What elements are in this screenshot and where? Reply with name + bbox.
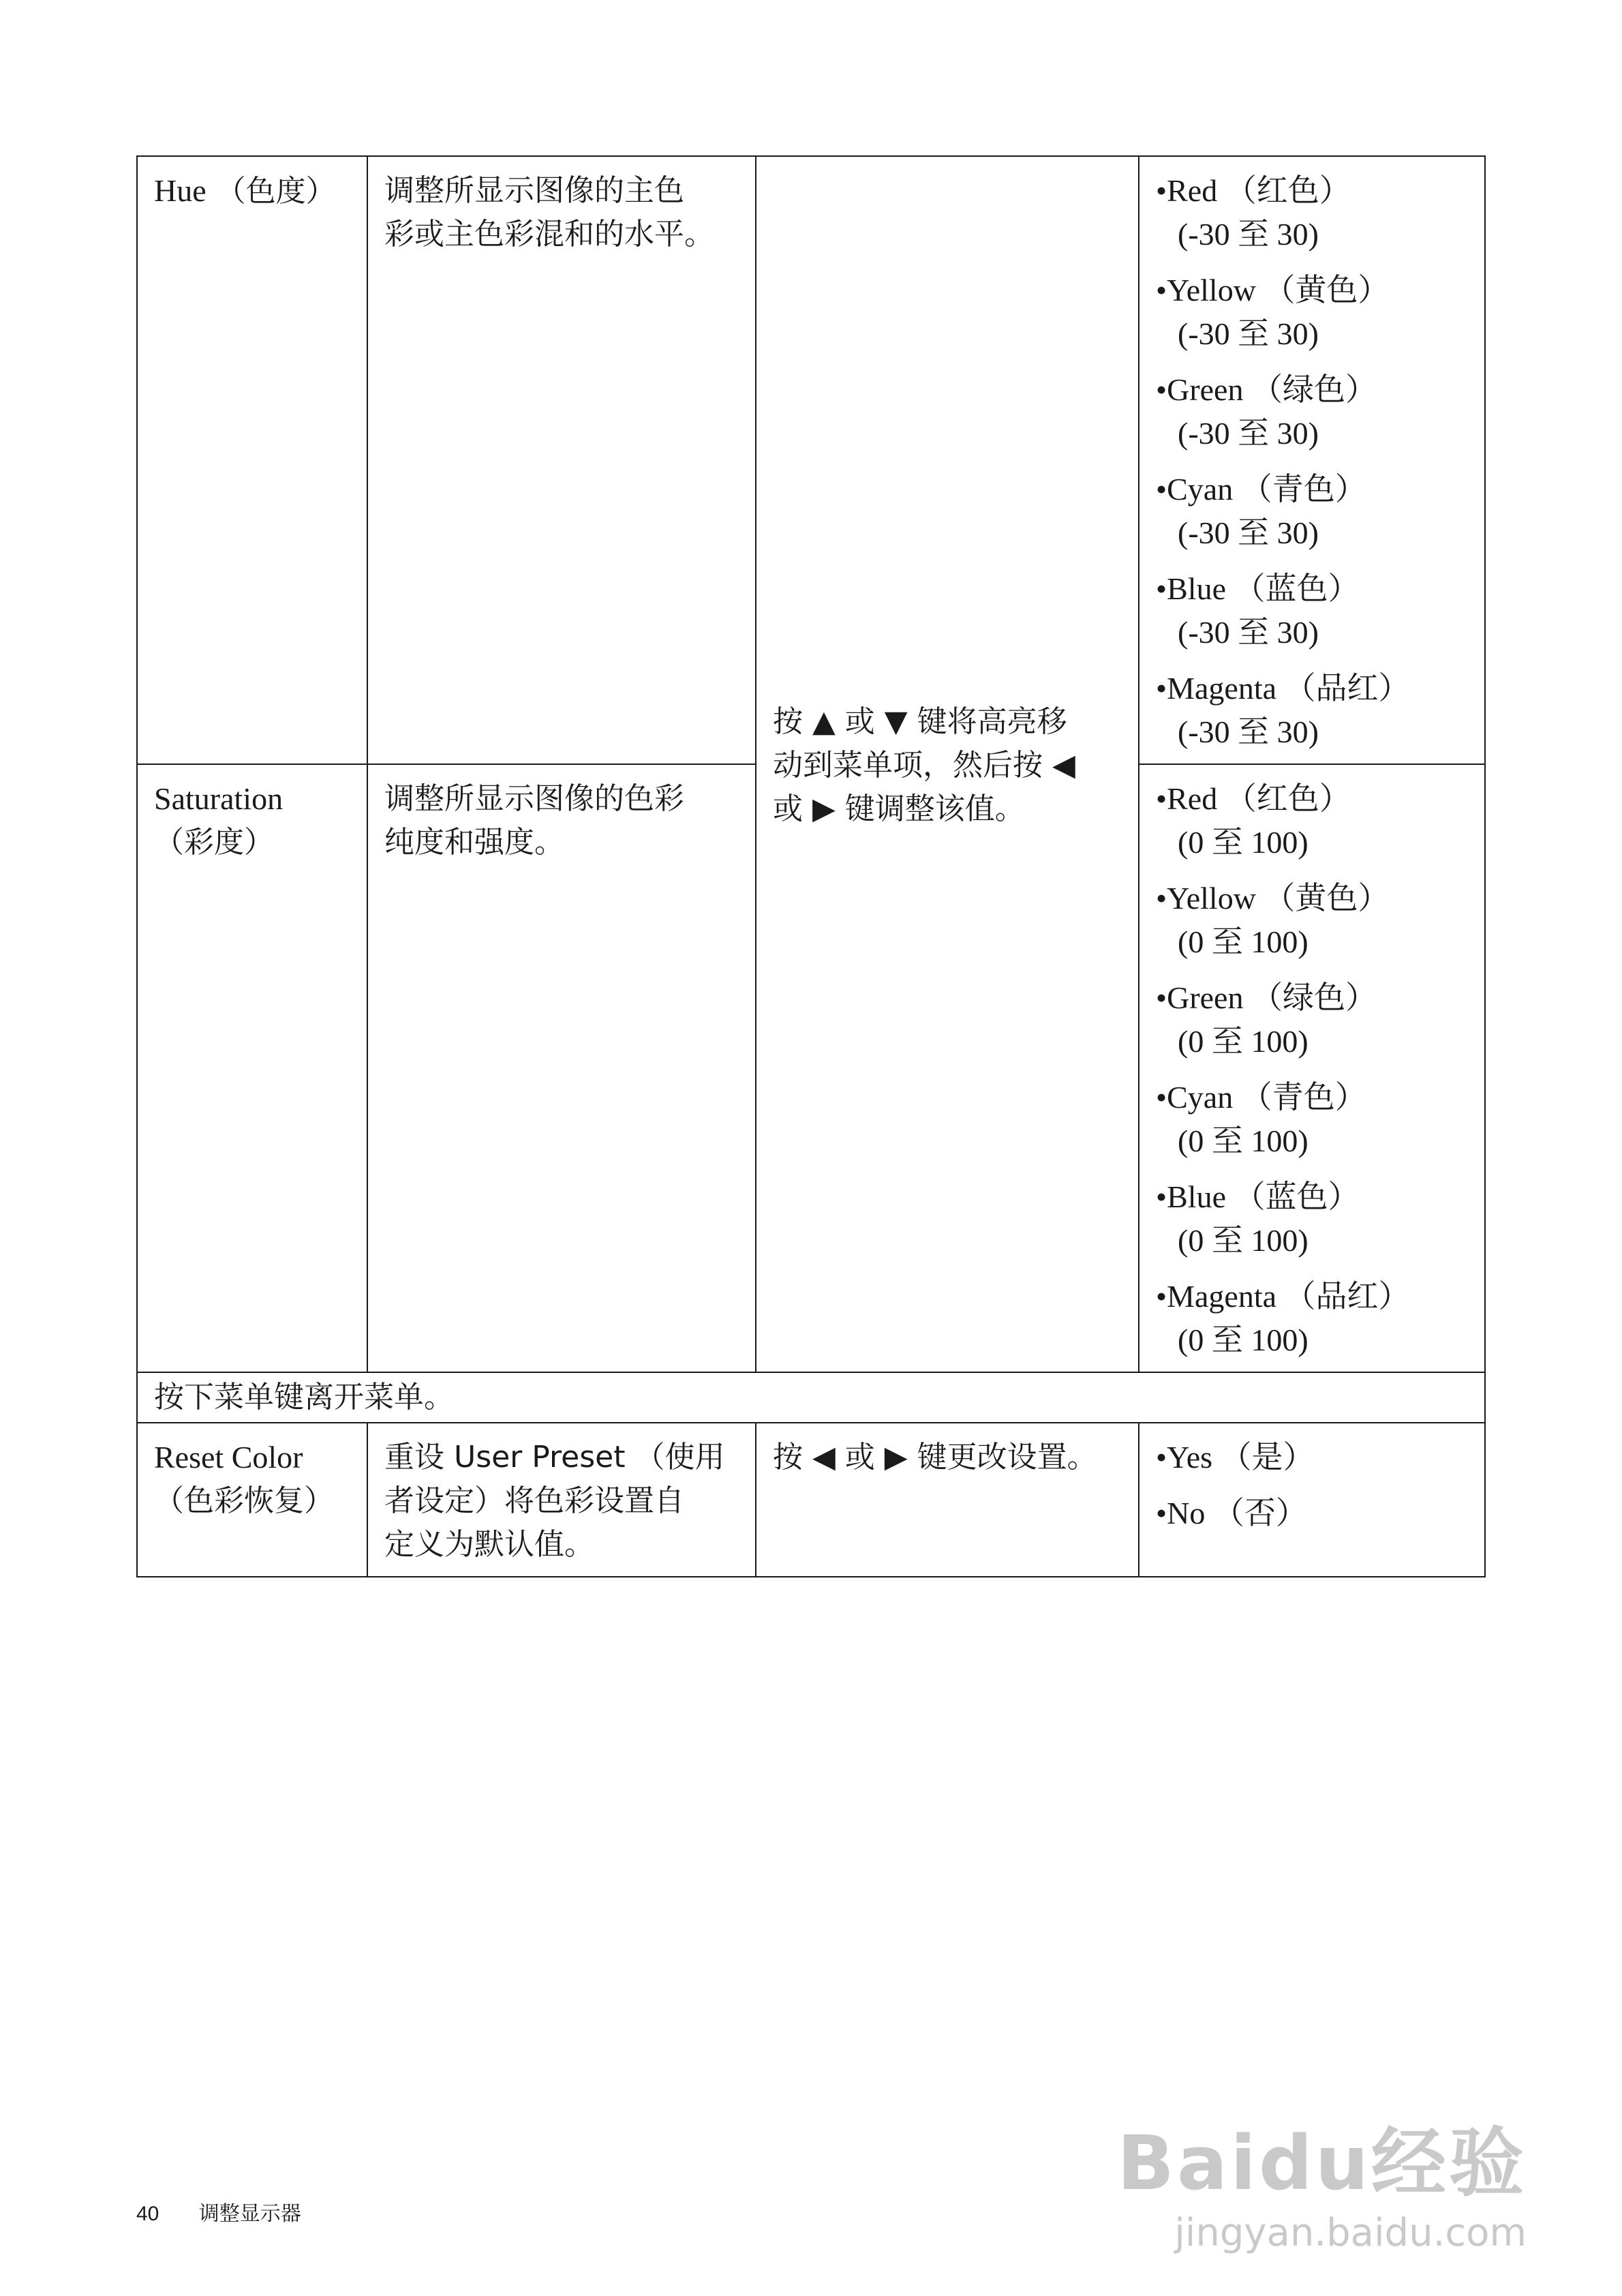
option-label: •Magenta （品红） xyxy=(1156,1279,1410,1314)
hue-name-en: Hue xyxy=(154,173,206,208)
option-range: (0 至 100) xyxy=(1178,1123,1309,1158)
saturation-desc-cell xyxy=(367,764,756,1372)
option-label: •Red （红色） xyxy=(1156,173,1351,208)
table-row-reset xyxy=(137,1423,1485,1577)
option-range: (0 至 100) xyxy=(1178,1223,1309,1258)
hue-name-cell xyxy=(137,156,367,764)
option-label: •Blue （蓝色） xyxy=(1156,571,1360,606)
option-range: (-30 至 30) xyxy=(1178,515,1319,550)
section-title: 调整显示器 xyxy=(198,2203,301,2225)
table-row-exit-note xyxy=(137,1372,1485,1423)
reset-operation-cell: 按 ◀ 或 ▶ 键更改设置。 xyxy=(756,1423,1139,1577)
option-label: •Green （绿色） xyxy=(1156,980,1377,1015)
list-item xyxy=(1156,667,1468,754)
list-item xyxy=(1156,1175,1468,1263)
list-item xyxy=(1156,877,1468,964)
saturation-name-zh: （彩度） xyxy=(154,825,274,860)
list-item xyxy=(1156,468,1468,555)
option-label: •Green （绿色） xyxy=(1156,372,1377,407)
list-item xyxy=(1156,976,1468,1063)
operation-cell xyxy=(756,156,1139,1372)
list-item xyxy=(1156,169,1468,256)
option-label: •Cyan （青色） xyxy=(1156,472,1366,507)
saturation-name-cell xyxy=(137,764,367,1372)
list-item xyxy=(1156,1436,1468,1479)
list-item xyxy=(1156,777,1468,864)
page-number: 40 xyxy=(136,2203,159,2225)
hue-desc-line: 调整所显示图像的主色 xyxy=(384,173,684,208)
option-range: (0 至 100) xyxy=(1178,1024,1309,1059)
option-label: •Yellow （黄色） xyxy=(1156,881,1390,916)
option-range: (-30 至 30) xyxy=(1178,316,1319,351)
hue-desc-line: 彩或主色彩混和的水平。 xyxy=(384,217,714,252)
option-label: •Cyan （青色） xyxy=(1156,1080,1366,1115)
option-range: (-30 至 30) xyxy=(1178,416,1319,451)
list-item xyxy=(1156,1275,1468,1362)
reset-name-zh: （色彩恢复） xyxy=(154,1483,334,1518)
hue-options-cell xyxy=(1139,156,1485,764)
option-label: •Yes （是） xyxy=(1156,1440,1315,1475)
list-item xyxy=(1156,269,1468,356)
saturation-options-cell xyxy=(1139,764,1485,1372)
operation-line: 或 ▶ 键调整该值。 xyxy=(773,791,1025,826)
option-range: (-30 至 30) xyxy=(1178,217,1319,252)
option-range: (0 至 100) xyxy=(1178,825,1309,860)
option-range: (-30 至 30) xyxy=(1178,615,1319,650)
list-item xyxy=(1156,368,1468,455)
option-range: (-30 至 30) xyxy=(1178,714,1319,749)
watermark-logo: Baidu经验 xyxy=(1117,2119,1527,2207)
option-label: •Magenta （品红） xyxy=(1156,671,1410,706)
exit-note: 按下菜单键离开菜单。 xyxy=(137,1372,1485,1423)
option-range: (0 至 100) xyxy=(1178,1323,1309,1357)
list-item xyxy=(1156,1076,1468,1163)
saturation-desc-line: 纯度和强度。 xyxy=(384,825,564,860)
reset-desc-cell xyxy=(367,1423,756,1577)
reset-name-cell xyxy=(137,1423,367,1577)
page-footer xyxy=(136,2196,335,2226)
option-label: •Red （红色） xyxy=(1156,781,1351,816)
hue-name-zh: （色度） xyxy=(215,174,336,209)
table-row-hue xyxy=(137,156,1485,764)
reset-options-cell xyxy=(1139,1423,1485,1577)
hue-desc-cell xyxy=(367,156,756,764)
operation-line: 按 ▲ 或 ▼ 键将高亮移 xyxy=(773,704,1067,739)
settings-table xyxy=(136,155,1486,1577)
reset-desc-line: 重设 User Preset （使用 xyxy=(384,1440,725,1475)
option-label: •Blue （蓝色） xyxy=(1156,1179,1360,1214)
saturation-name-en: Saturation xyxy=(154,781,284,816)
operation-line: 动到菜单项，然后按 ◀ xyxy=(773,748,1075,783)
reset-desc-line: 者设定）将色彩设置自 xyxy=(384,1483,684,1518)
option-label: •No （否） xyxy=(1156,1496,1307,1530)
watermark xyxy=(1117,2103,1527,2255)
reset-desc-line: 定义为默认值。 xyxy=(384,1527,594,1562)
list-item xyxy=(1156,567,1468,654)
reset-name-en: Reset Color xyxy=(154,1440,303,1475)
option-range: (0 至 100) xyxy=(1178,924,1309,959)
saturation-desc-line: 调整所显示图像的色彩 xyxy=(384,781,684,816)
option-label: •Yellow （黄色） xyxy=(1156,273,1390,307)
watermark-url: jingyan.baidu.com xyxy=(1174,2211,1527,2255)
list-item xyxy=(1156,1492,1468,1535)
